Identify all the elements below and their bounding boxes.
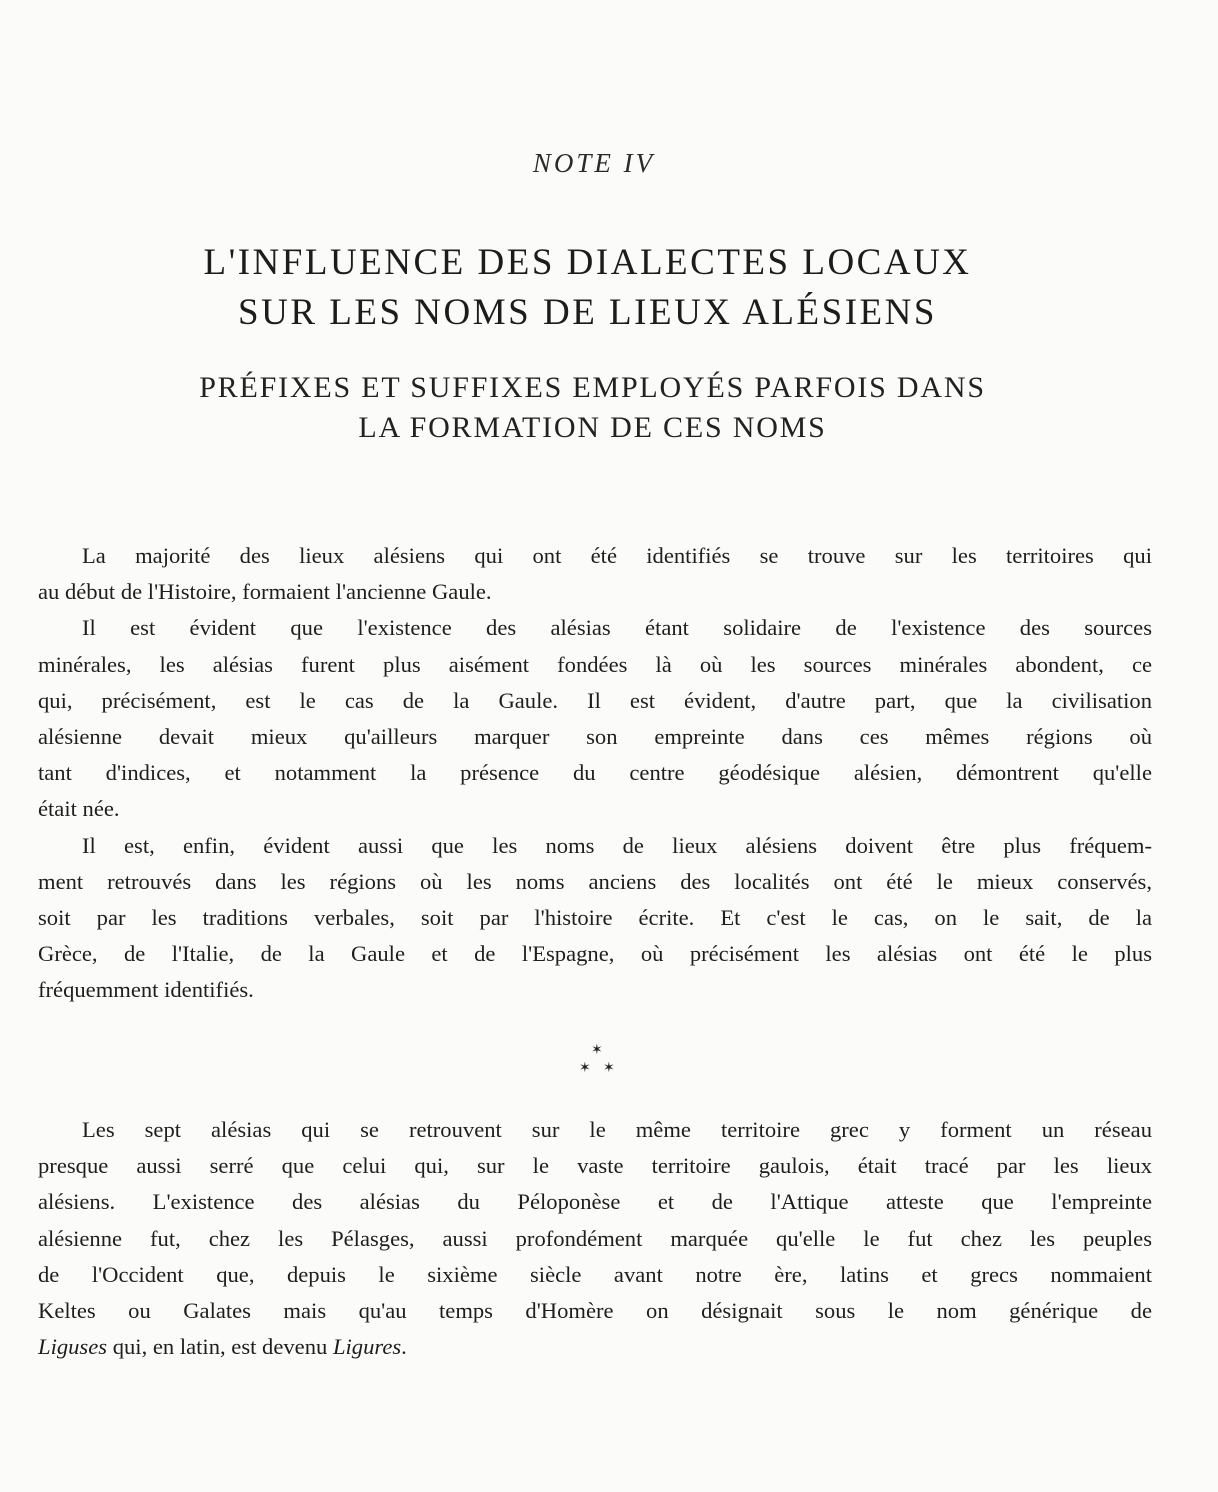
body-text-section-2 [38,1112,1152,1365]
paragraph-2 [38,610,1152,827]
paragraph-line-final [38,1329,1152,1365]
asterism-separator [560,1040,630,1080]
note-label: NOTE IV [532,148,656,178]
paragraph-line: Grèce, de l'Italie, de la Gaule et de l'Espagne, où précisément les alésias ont été le plus [38,941,1152,967]
paragraph-line: qui, précisément, est le cas de la Gaule. Il est évident, d'autre part, que la civilisation [38,687,1152,713]
paragraph-line: presque aussi serré que celui qui, sur le vaste territoire gaulois, était tracé par les lieux [38,1153,1152,1179]
paragraph-line: Il est, enfin, évident aussi que les noms de lieux alésiens doivent être plus fréquem- [82,832,1152,858]
paragraph-line: tant d'indices, et notamment la présence du centre géodésique alésien, démontrent qu'elle [38,760,1152,786]
paragraph-line: fréquemment identifiés. [38,977,254,1003]
paragraph-line: ment retrouvés dans les régions où les noms anciens des localités ont été le mieux conservés, [38,868,1152,894]
paragraph-line: Les sept alésias qui se retrouvent sur le même territoire grec y forment un réseau [82,1117,1152,1142]
paragraph-line: La majorité des lieux alésiens qui ont été identifiés se trouve sur les territoires qui [82,543,1152,568]
paragraph-line: minérales, les alésias furent plus aisément fondées là où les sources minérales abondent, ce [38,651,1152,677]
text-run: qui, en latin, est devenu [107,1334,333,1360]
paragraph-line: soit par les traditions verbales, soit par l'histoire écrite. Et c'est le cas, on le sait, de la [38,905,1152,931]
paragraph-4 [38,1112,1152,1365]
chapter-title-line-1: L'INFLUENCE DES DIALECTES LOCAUX [203,242,972,283]
paragraph-line: alésienne fut, chez les Pélasges, aussi profondément marquée qu'elle le fut chez les peuples [38,1225,1152,1251]
paragraph-3 [38,828,1152,1009]
star-glyph: ✶ [579,1061,591,1076]
paragraph-line: Il est évident que l'existence des alésias étant solidaire de l'existence des sources [82,615,1152,641]
star-glyph: ✶ [591,1043,603,1058]
paragraph-line: Keltes ou Galates mais qu'au temps d'Homère on désignait sous le nom générique de [38,1298,1152,1324]
chapter-title [0,238,1175,338]
chapter-subtitle [0,368,1185,448]
text-run: . [401,1334,407,1360]
body-text-section-1 [38,538,1152,1009]
chapter-subtitle-line-2: LA FORMATION DE CES NOMS [358,411,827,444]
chapter-subtitle-line-1: PRÉFIXES ET SUFFIXES EMPLOYÉS PARFOIS DANS [199,371,986,404]
star-glyph: ✶ [603,1061,615,1076]
paragraph-line: alésienne devait mieux qu'ailleurs marquer son empreinte dans ces mêmes régions où [38,724,1152,750]
chapter-title-line-2: SUR LES NOMS DE LIEUX ALÉSIENS [238,292,937,333]
paragraph-line: de l'Occident que, depuis le sixième siècle avant notre ère, latins et grecs nommaient [38,1261,1152,1287]
paragraph-line: au début de l'Histoire, formaient l'ancienne Gaule. [38,579,492,605]
italic-term-ligures: Ligures [332,1334,402,1360]
paragraph-line: était née. [38,796,120,822]
paragraph-1 [38,538,1152,610]
italic-term-liguses: Liguses [38,1334,108,1360]
paragraph-line: alésiens. L'existence des alésias du Péloponèse et de l'Attique atteste que l'empreinte [38,1189,1152,1215]
